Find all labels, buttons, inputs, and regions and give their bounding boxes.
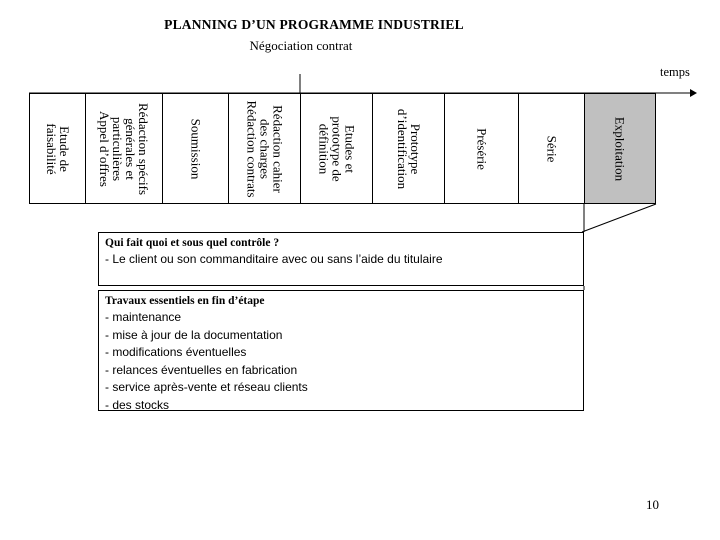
phase-label: Etude de faisabilité [43,122,72,175]
time-axis-label: temps [660,65,690,79]
work-box-line: - des stocks [105,397,170,412]
page-number: 10 [646,497,659,512]
page-title: PLANNING D’UN PROGRAMME INDUSTRIEL [164,17,464,32]
phase-label: Série [544,135,559,162]
work-box-line: - mise à jour de la documentation [105,327,283,342]
who-box-line: - Le client ou son commanditaire avec ou sans l’aide du titulaire [105,252,443,266]
who-does-what-box [98,232,584,286]
work-box-line: - maintenance [105,310,182,324]
who-box-heading: Qui fait quoi et sous quel contrôle ? [105,237,280,249]
phase-label: Prototype d’identification [394,108,423,189]
time-arrow-head [690,89,697,97]
phase-label: Etudes et prototype de définition [316,115,357,182]
work-box-heading: Travaux essentiels en fin d’étape [105,295,265,307]
phase-label: Rédaction spécifs générales et particulières Appel d’offres [97,102,151,195]
work-box-line: - modifications éventuelles [105,345,247,359]
phase-label: Présérie [474,127,489,170]
phase-label: Rédaction cahier des charges Rédaction contrats [244,99,285,198]
work-box-line: - service après-vente et réseau clients [105,380,308,394]
phase-label: Exploitation [612,116,628,181]
negotiation-label: Négociation contrat [249,38,353,53]
connector-right [582,204,656,232]
work-box-line: - relances éventuelles en fabrication [105,362,298,377]
phase-label: Soumission [188,118,203,179]
essential-work-box [98,290,584,411]
